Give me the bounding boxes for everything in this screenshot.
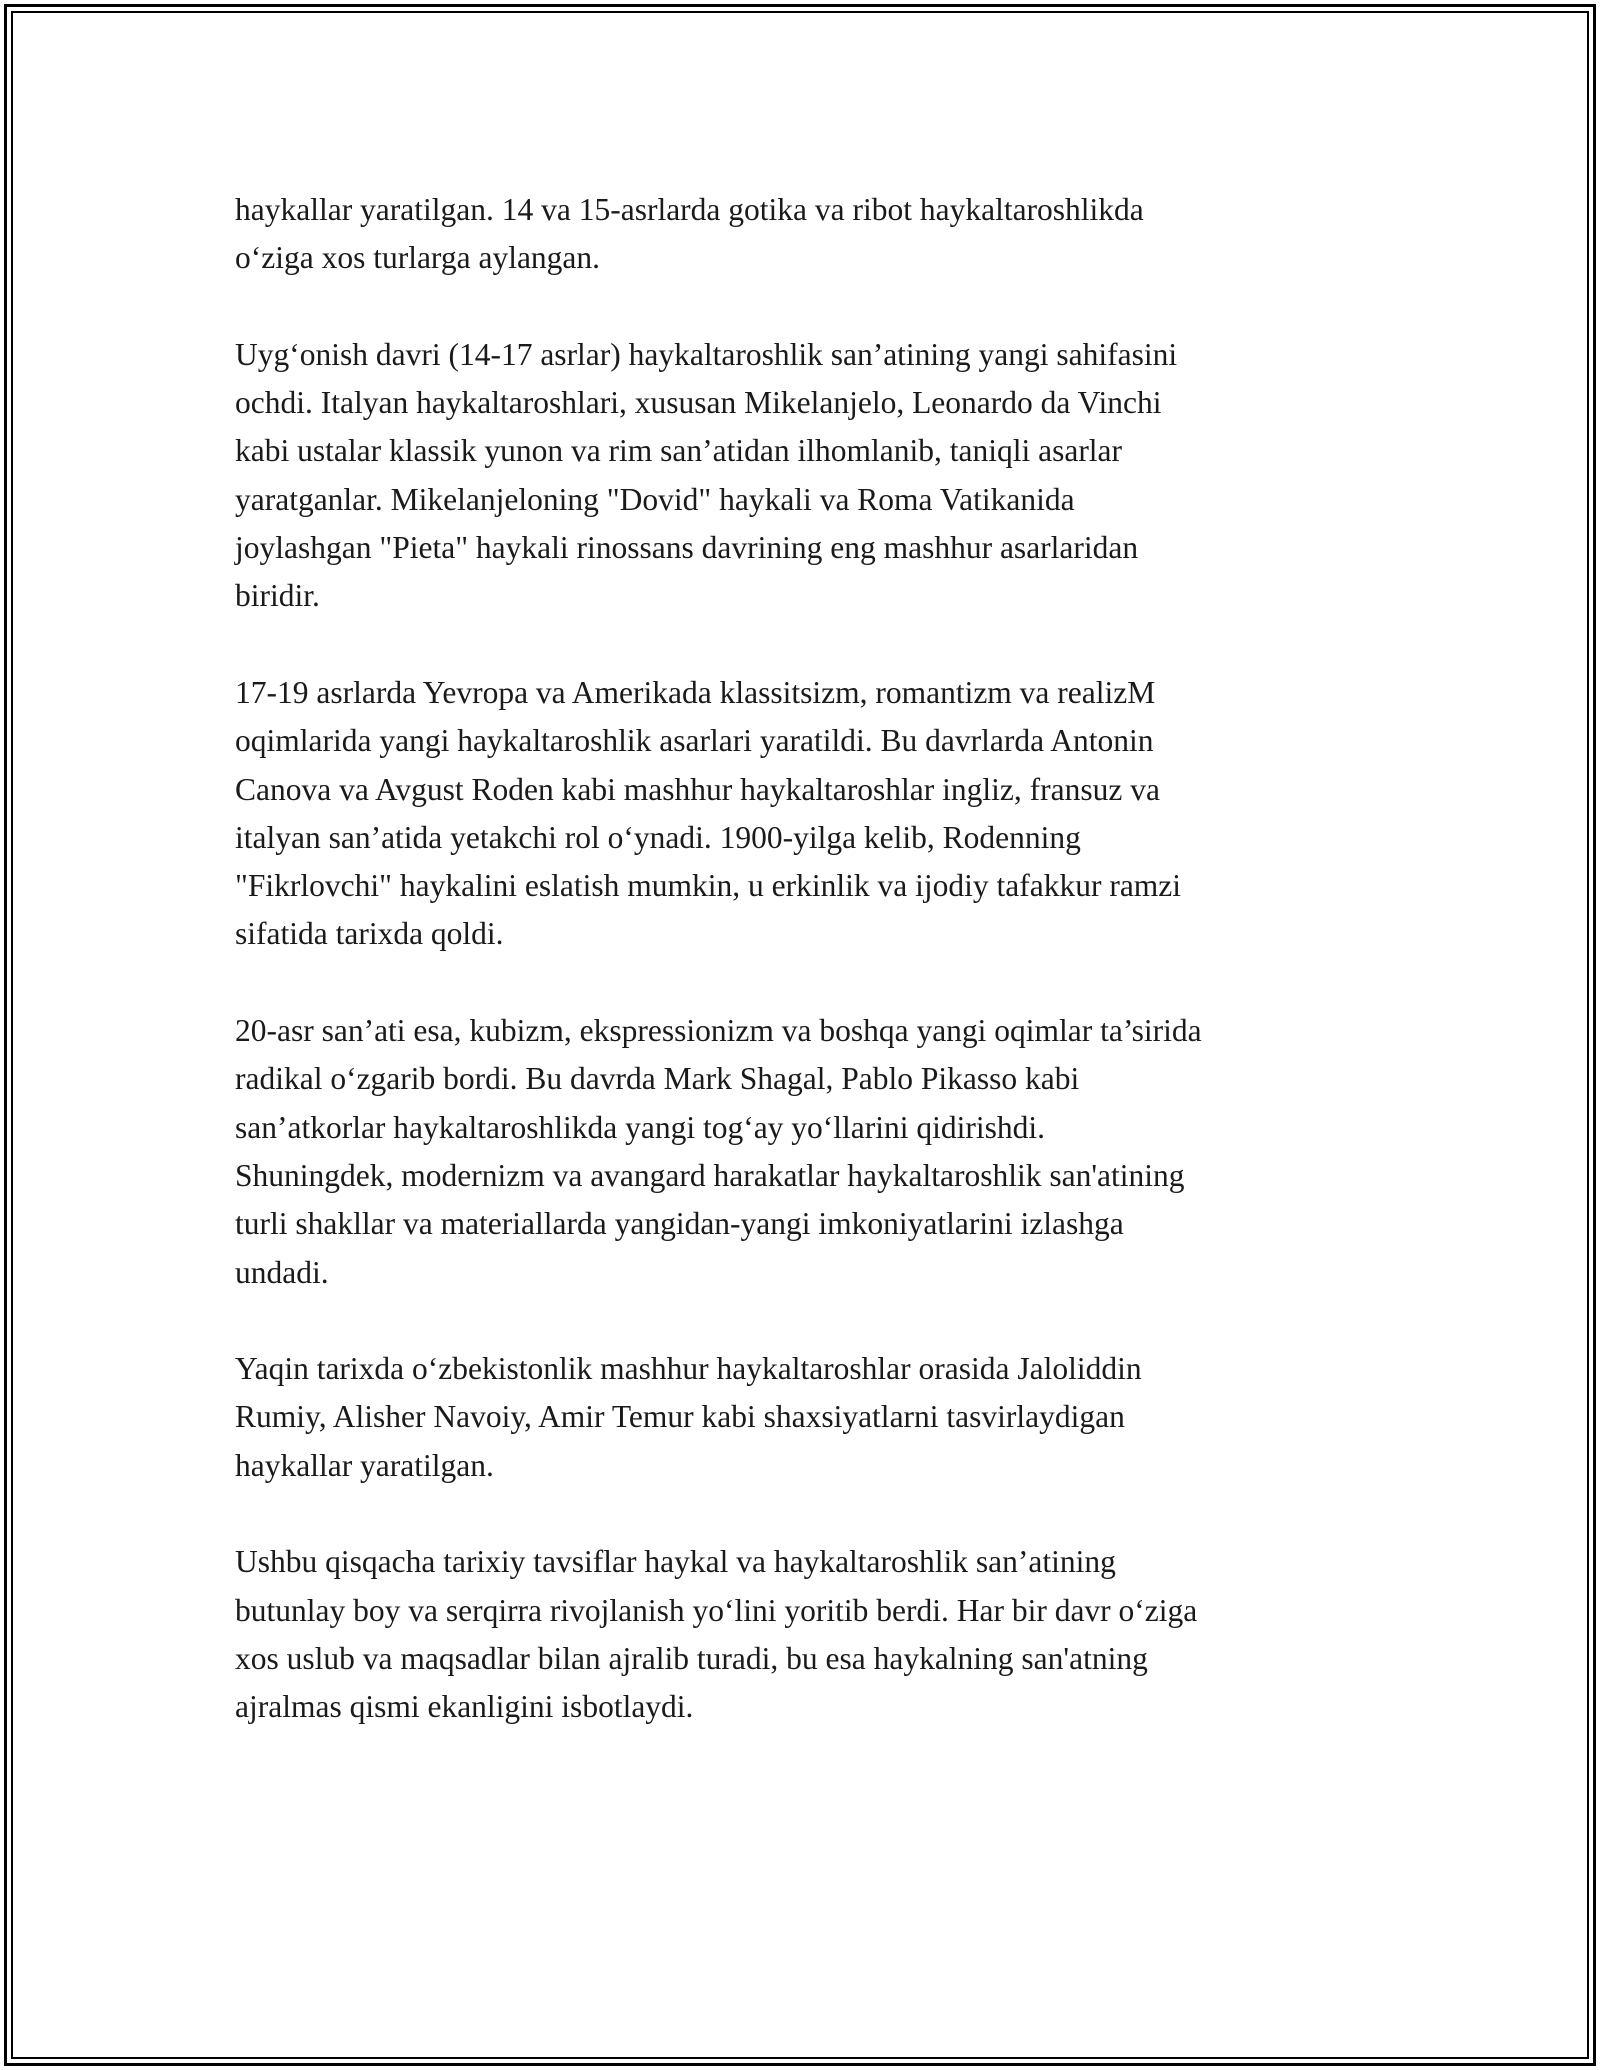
text-line: italyan san’atida yetakchi rol o‘ynadi. 1900-yilga kelib, Rodenning bbox=[235, 819, 1081, 855]
text-line: butunlay boy va serqirra rivojlanish yo‘lini yoritib berdi. Har bir davr o‘ziga bbox=[235, 1592, 1198, 1628]
text-line: Yaqin tarixda o‘zbekistonlik mashhur haykaltaroshlar orasida Jaloliddin bbox=[235, 1351, 1142, 1387]
document-body bbox=[235, 186, 1375, 1780]
text-line: radikal o‘zgarib bordi. Bu davrda Mark Shagal, Pablo Pikasso kabi bbox=[235, 1061, 1080, 1097]
text-line: 20-asr san’ati esa, kubizm, ekspressionizm va boshqa yangi oqimlar ta’sirida bbox=[235, 1013, 1202, 1049]
text-line: Rumiy, Alisher Navoiy, Amir Temur kabi shaxsiyatlarni tasvirlaydigan bbox=[235, 1399, 1125, 1435]
text-line: undadi. bbox=[235, 1254, 329, 1290]
text-line: oqimlarida yangi haykaltaroshlik asarlari yaratildi. Bu davrlarda Antonin bbox=[235, 723, 1154, 759]
text-line: sifatida tarixda qoldi. bbox=[235, 916, 504, 952]
text-line: ajralmas qismi ekanligini isbotlaydi. bbox=[235, 1689, 694, 1725]
text-line: ochdi. Italyan haykaltaroshlari, xususan Mikelanjelo, Leonardo da Vinchi bbox=[235, 385, 1162, 421]
paragraph-conclusion bbox=[235, 1538, 1375, 1731]
text-line: haykallar yaratilgan. bbox=[235, 1447, 494, 1483]
text-line: biridir. bbox=[235, 578, 320, 614]
text-line: "Fikrlovchi" haykalini eslatish mumkin, u erkinlik va ijodiy tafakkur ramzi bbox=[235, 868, 1182, 904]
text-line: Shuningdek, modernizm va avangard harakatlar haykaltaroshlik san'atining bbox=[235, 1157, 1185, 1193]
paragraph-17-19-centuries bbox=[235, 669, 1375, 959]
text-line: haykallar yaratilgan. 14 va 15-asrlarda gotika va ribot haykaltaroshlikda bbox=[235, 192, 1144, 227]
text-line: 17-19 asrlarda Yevropa va Amerikada klassitsizm, romantizm va realizM bbox=[235, 674, 1156, 710]
text-line: turli shakllar va materiallarda yangidan-yangi imkoniyatlarini izlashga bbox=[235, 1206, 1124, 1242]
text-line: yaratganlar. Mikelanjeloning "Dovid" haykali va Roma Vatikanida bbox=[235, 481, 1075, 517]
text-line: xos uslub va maqsadlar bilan ajralib turadi, bu esa haykalning san'atning bbox=[235, 1640, 1148, 1676]
paragraph-renaissance bbox=[235, 331, 1375, 621]
text-line: joylashgan "Pieta" haykali rinossans davrining eng mashhur asarlaridan bbox=[235, 530, 1139, 566]
text-line: kabi ustalar klassik yunon va rim san’atidan ilhomlanib, taniqli asarlar bbox=[235, 433, 1123, 469]
text-line: Canova va Avgust Roden kabi mashhur haykaltaroshlar ingliz, fransuz va bbox=[235, 771, 1160, 807]
paragraph-20th-century bbox=[235, 1007, 1375, 1297]
paragraph-gothic bbox=[235, 186, 1375, 283]
text-line: Ushbu qisqacha tarixiy tavsiflar haykal va haykaltaroshlik san’atining bbox=[235, 1544, 1116, 1580]
paragraph-uzbek-sculptors bbox=[235, 1345, 1375, 1490]
text-line: san’atkorlar haykaltaroshlikda yangi tog‘ay yo‘llarini qidirishdi. bbox=[235, 1109, 1046, 1145]
text-line: o‘ziga xos turlarga aylangan. bbox=[235, 240, 601, 276]
text-line: Uyg‘onish davri (14-17 asrlar) haykaltaroshlik san’atining yangi sahifasini bbox=[235, 336, 1178, 372]
